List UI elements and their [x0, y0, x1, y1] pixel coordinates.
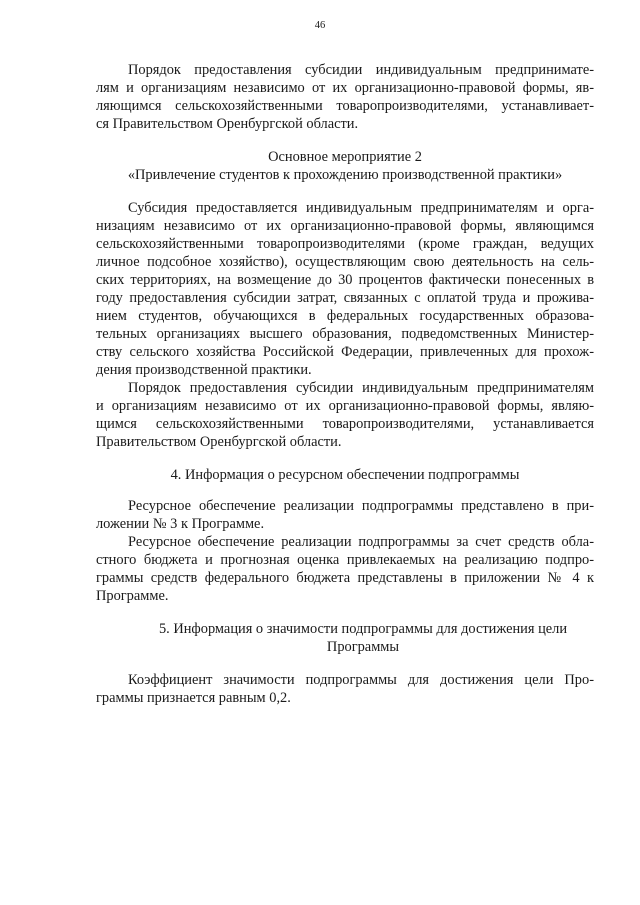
paragraph-line: и организациям независимо от их организационно-правовой формы, являю- — [96, 398, 594, 414]
paragraph-line: щимся сельскохозяйственными товаропроизводителями, устанавливается — [96, 416, 594, 432]
paragraph-line: Программе. — [96, 588, 169, 604]
paragraph-line: стного бюджета и прогнозная оценка привлекаемых на реализацию подпро- — [96, 552, 594, 568]
paragraph-line: Ресурсное обеспечение реализации подпрограммы представлено в при- — [128, 498, 594, 514]
section-heading: «Привлечение студентов к прохождению производственной практики» — [127, 167, 563, 183]
paragraph-line: Коэффициент значимости подпрограммы для достижения цели Про- — [128, 672, 594, 688]
paragraph-line: Ресурсное обеспечение реализации подпрограммы за счет средств обла- — [128, 534, 594, 550]
paragraph-line: Правительством Оренбургской области. — [96, 434, 342, 450]
section-heading: Основное мероприятие 2 — [268, 149, 422, 165]
section-heading: Программы — [326, 639, 400, 655]
paragraph-line: ству сельского хозяйства Российской Федерации, привлеченных для прохож- — [96, 344, 594, 360]
paragraph-line: Порядок предоставления субсидии индивидуальным предпринимате- — [128, 62, 594, 78]
section-heading: 5. Информация о значимости подпрограммы для достижения цели — [158, 621, 568, 637]
section-heading: 4. Информация о ресурсном обеспечении подпрограммы — [170, 467, 520, 483]
paragraph-line: тельных организациях высшего образования, подведомственных Министер- — [96, 326, 594, 342]
paragraph-line: личное подсобное хозяйство), осуществляющим свою деятельность на сель- — [96, 254, 594, 270]
paragraph-line: Порядок предоставления субсидии индивидуальным предпринимателям — [128, 380, 594, 396]
paragraph-line: ложении № 3 к Программе. — [96, 516, 265, 532]
paragraph-line: сельскохозяйственными товаропроизводителями (кроме граждан, ведущих — [96, 236, 594, 252]
paragraph-line: граммы признается равным 0,2. — [96, 690, 291, 706]
paragraph-line: ся Правительством Оренбургской области. — [96, 116, 359, 132]
paragraph-line: ских территориях, на возмещение до 30 процентов фактически понесенных в — [96, 272, 594, 288]
paragraph-line: лям и организациям независимо от их организационно-правовой формы, яв- — [96, 80, 594, 96]
paragraph-line: граммы средств федерального бюджета представлены в приложении № 4 к — [96, 570, 594, 586]
paragraph-line: низациям независимо от их организационно-правовой формы, являющимся — [96, 218, 594, 234]
paragraph-line: дения производственной практики. — [96, 362, 312, 378]
paragraph-line: нием студентов, обучающихся в федеральных государственных образова- — [96, 308, 594, 324]
page-number: 46 — [314, 20, 326, 31]
paragraph-line: Субсидия предоставляется индивидуальным предпринимателям и орга- — [128, 200, 594, 216]
paragraph-line: ляющимся сельскохозяйственными товаропроизводителями, устанавливает- — [96, 98, 594, 114]
paragraph-line: году предоставления субсидии затрат, связанных с оплатой труда и прожива- — [96, 290, 594, 306]
